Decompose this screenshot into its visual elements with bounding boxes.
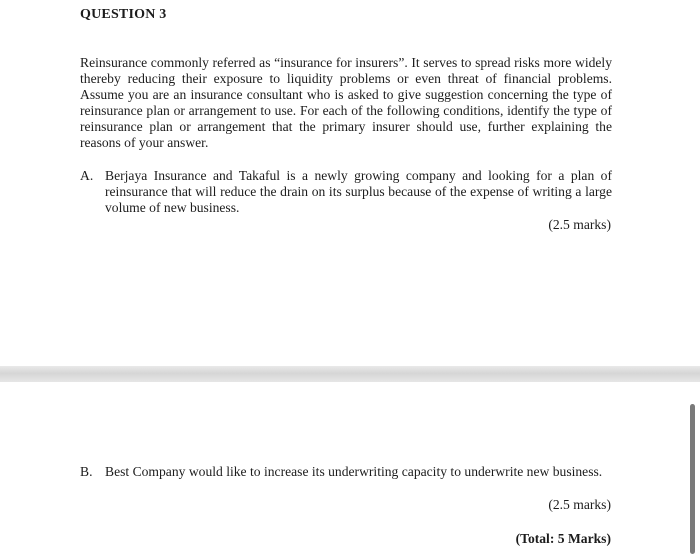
total-marks: (Total: 5 Marks) xyxy=(515,531,611,546)
sub-question-a-letter: A. xyxy=(80,168,94,183)
sub-question-b xyxy=(80,464,620,480)
sub-question-b-marks: (2.5 marks) xyxy=(548,497,611,512)
sub-question-b-text: Best Company would like to increase its underwriting capacity to underwrite new business. xyxy=(105,464,603,479)
question-intro-paragraph: Reinsurance commonly referred as “insurance for insurers”. It serves to spread risks more widely thereby reducing their exposure to liquidity problems or even threat of financial problems. Assume you are an insurance consultant who is asked to give suggestion concerning the type of reinsurance plan or arrangement to use. For each of the following conditions, identify the type of reinsurance plan or arrangement that the primary insurer should use, further explaining the reasons of your answer. xyxy=(80,55,612,150)
sub-question-a-marks: (2.5 marks) xyxy=(548,217,611,232)
question-heading: QUESTION 3 xyxy=(80,7,167,22)
scrollbar-thumb[interactable] xyxy=(690,404,695,554)
page-break-divider xyxy=(0,366,700,382)
sub-question-a-text: Berjaya Insurance and Takaful is a newly growing company and looking for a plan of reinsurance that will reduce the drain on its surplus because of the expense of writing a large volume of new business. xyxy=(105,168,612,215)
sub-question-b-letter: B. xyxy=(80,464,93,479)
sub-question-a xyxy=(80,168,612,216)
